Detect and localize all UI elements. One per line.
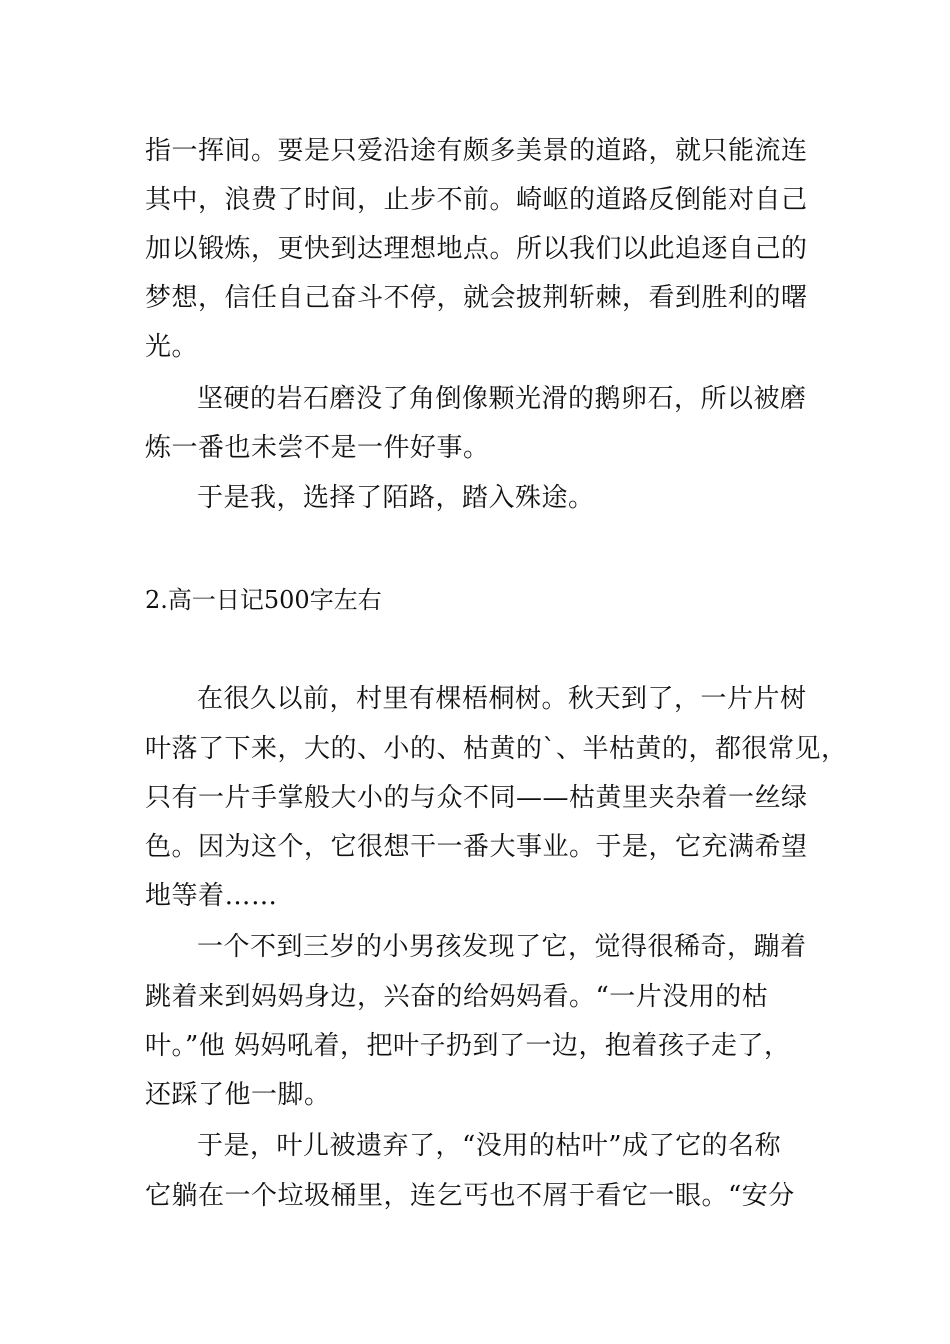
paragraph-line: 在很久以前，村里有棵梧桐树。秋天到了，一片片树 xyxy=(197,684,807,714)
paragraph-line: 一个不到三岁的小男孩发现了它，觉得很稀奇，蹦着 xyxy=(197,932,807,962)
paragraph-line: 指一挥间。要是只爱沿途有颇多美景的道路，就只能流连 xyxy=(145,136,808,166)
paragraph-line: 叶落了下来，大的、小的、枯黄的`、半枯黄的，都很常见， xyxy=(145,734,848,764)
paragraph-line: 只有一片手掌般大小的与众不同——枯黄里夹杂着一丝绿 xyxy=(145,783,808,813)
paragraph-line: 还踩了他一脚。 xyxy=(145,1080,331,1110)
paragraph-line: 于是，叶儿被遗弃了，“没用的枯叶”成了它的名称 xyxy=(197,1131,782,1161)
paragraph-line: 光。 xyxy=(145,332,199,362)
paragraph-line: 叶。”他 妈妈吼着，把叶子扔到了一边，抱着孩子走了， xyxy=(145,1031,791,1061)
paragraph-line: 于是我，选择了陌路，踏入殊途。 xyxy=(197,483,595,513)
section-heading: 2.高一日记500字左右 xyxy=(145,586,382,614)
paragraph-line: 它躺在一个垃圾桶里，连乞丐也不屑于看它一眼。“安分 xyxy=(145,1181,795,1211)
paragraph-line: 色。因为这个，它很想干一番大事业。于是，它充满希望 xyxy=(145,832,808,862)
paragraph-line: 跳着来到妈妈身边，兴奋的给妈妈看。“一片没用的枯 xyxy=(145,982,769,1012)
paragraph-line: 坚硬的岩石磨没了角倒像颗光滑的鹅卵石，所以被磨 xyxy=(197,384,807,414)
paragraph-line: 加以锻炼，更快到达理想地点。所以我们以此追逐自己的 xyxy=(145,234,808,264)
paragraph-line: 地等着…… xyxy=(145,881,278,911)
paragraph-line: 梦想，信任自己奋斗不停，就会披荆斩棘，看到胜利的曙 xyxy=(145,283,808,313)
paragraph-line: 炼一番也未尝不是一件好事。 xyxy=(145,433,490,463)
paragraph-line: 其中，浪费了时间，止步不前。崎岖的道路反倒能对自己 xyxy=(145,185,808,215)
